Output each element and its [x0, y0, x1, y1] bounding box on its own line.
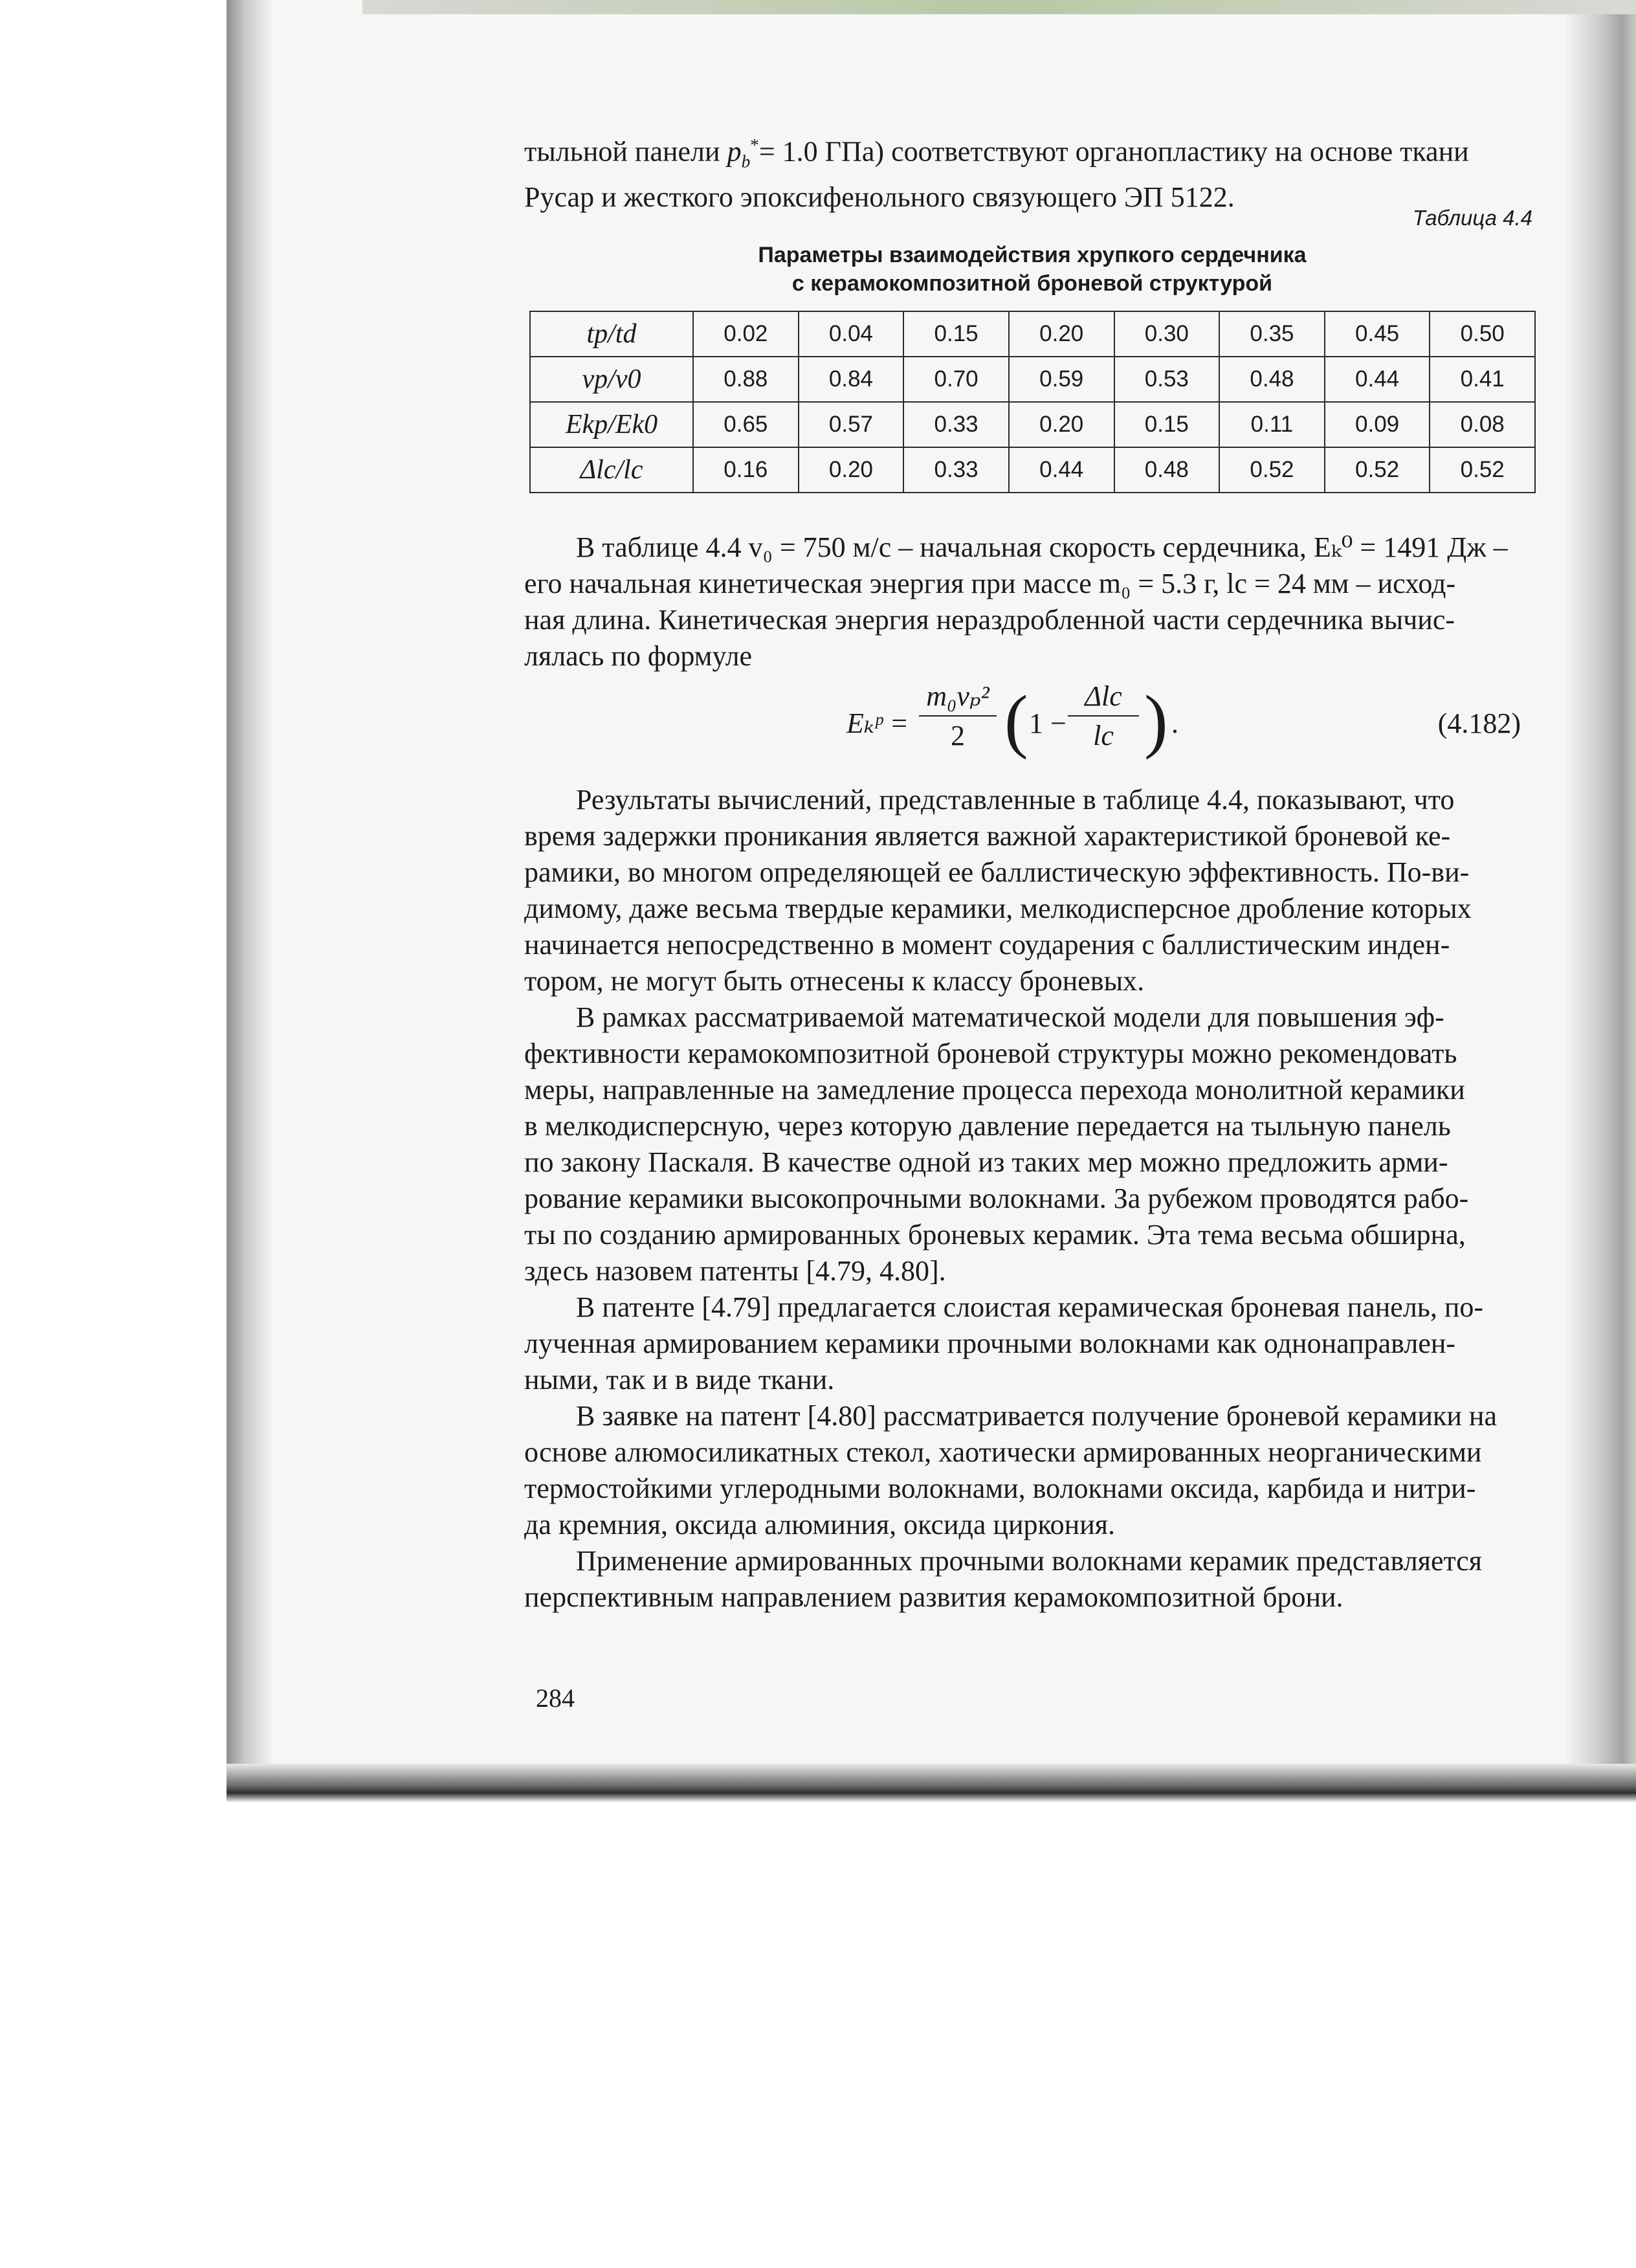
table-cell: 0.52 — [1430, 447, 1535, 493]
formula-one-minus: 1 − — [1029, 707, 1067, 739]
p3-line: В рамках рассматриваемой математической модели для повышения эф- — [576, 1001, 1444, 1033]
intro-paragraph — [524, 127, 1540, 216]
left-parenthesis: ( — [1004, 681, 1028, 760]
table-cell: 0.48 — [1219, 357, 1325, 402]
table-row-header: vp/v0 — [530, 357, 693, 402]
page-left-edge-shadow — [227, 0, 272, 1793]
table-cell: 0.15 — [1114, 402, 1220, 447]
table-cell: 0.04 — [799, 311, 904, 357]
table-row — [530, 447, 1535, 493]
formula-numerator-2: Δlc — [1085, 680, 1122, 712]
table-cell: 0.20 — [1009, 402, 1114, 447]
table-row-header: tp/td — [530, 311, 693, 357]
p2-line: начинается непосредственно в момент соударения с баллистическим инден- — [524, 929, 1450, 961]
table-cell: 0.59 — [1009, 357, 1114, 402]
p1-line-1: В таблице 4.4 v₀ = 750 м/с – начальная скорость сердечника, Eₖ⁰ = 1491 Дж – — [576, 531, 1508, 563]
table-cell: 0.35 — [1219, 311, 1325, 357]
formula-denominator-1: 2 — [951, 720, 965, 751]
p3-line: здесь назовем патенты [4.79, 4.80]. — [524, 1255, 946, 1287]
paragraph-2 — [524, 782, 1540, 999]
p5-line: да кремния, оксида алюминия, оксида циркония. — [524, 1509, 1115, 1540]
table-cell: 0.20 — [1009, 311, 1114, 357]
table-cell: 0.52 — [1325, 447, 1430, 493]
p4-line: лученная армированием керамики прочными волокнами как однонаправлен- — [524, 1328, 1456, 1359]
p6-line: перспективным направлением развития керамокомпозитной брони. — [524, 1581, 1343, 1613]
paragraph-1-cont — [524, 566, 1540, 674]
p1-line-3: ная длина. Кинетическая энергия нераздробленной части сердечника вычис- — [524, 604, 1455, 636]
table-cell: 0.65 — [693, 402, 799, 447]
table-label: Таблица 4.4 — [1412, 206, 1532, 230]
table-row — [530, 402, 1535, 447]
table-cell: 0.70 — [903, 357, 1009, 402]
table-cell: 0.53 — [1114, 357, 1220, 402]
top-edge-strip — [362, 0, 1636, 14]
formula-fraction-2 — [1068, 680, 1139, 752]
table-cell: 0.44 — [1009, 447, 1114, 493]
p1-line-2: его начальная кинетическая энергия при массе m₀ = 5.3 г, lc = 24 мм – исход- — [524, 568, 1456, 599]
table-cell: 0.84 — [799, 357, 904, 402]
formula-4-182 — [835, 680, 1547, 777]
p5-line: В заявке на патент [4.80] рассматривается получение броневой керамики на — [576, 1400, 1497, 1432]
table-cell: 0.16 — [693, 447, 799, 493]
table-title-line-2: с керамокомпозитной броневой структурой — [791, 271, 1273, 296]
table-cell: 0.02 — [693, 311, 799, 357]
table-cell: 0.30 — [1114, 311, 1220, 357]
paragraph-6 — [524, 1543, 1540, 1616]
table-cell: 0.44 — [1325, 357, 1430, 402]
table-cell: 0.57 — [799, 402, 904, 447]
parameters-table — [529, 311, 1536, 493]
table-row-header: Ekp/Ek0 — [530, 402, 693, 447]
p5-line: термостойкими углеродными волокнами, волокнами оксида, карбида и нитри- — [524, 1473, 1476, 1504]
formula-denominator-2: lc — [1093, 720, 1114, 751]
table-cell: 0.41 — [1430, 357, 1535, 402]
p6-line: Применение армированных прочными волокнами керамик представляется — [576, 1545, 1483, 1577]
page-number: 284 — [536, 1684, 575, 1713]
p2-line: Результаты вычислений, представленные в таблице 4.4, показывают, что — [576, 784, 1455, 816]
table-cell: 0.09 — [1325, 402, 1430, 447]
table-cell: 0.50 — [1430, 311, 1535, 357]
table-cell: 0.45 — [1325, 311, 1430, 357]
formula-lhs: Eₖᵖ = — [846, 707, 909, 739]
formula-number: (4.182) — [1437, 707, 1521, 739]
p3-line: ты по созданию армированных броневых керамик. Эта тема весьма обширна, — [524, 1219, 1466, 1251]
p2-line: тором, не могут быть отнесены к классу броневых. — [524, 965, 1145, 997]
table-cell: 0.88 — [693, 357, 799, 402]
table-cell: 0.33 — [903, 447, 1009, 493]
formula-fraction-1 — [919, 680, 997, 752]
paragraph-1 — [524, 529, 1540, 566]
p5-line: основе алюмосиликатных стекол, хаотически армированных неорганическими — [524, 1436, 1482, 1468]
formula-period: . — [1171, 707, 1178, 739]
table-cell: 0.15 — [903, 311, 1009, 357]
page-right-edge-shadow — [1566, 0, 1636, 1793]
p3-line: в мелкодисперсную, через которую давление передается на тыльную панель — [524, 1110, 1451, 1142]
p2-line: димому, даже весьма твердые керамики, мелкодисперсное дробление которых — [524, 893, 1472, 924]
fraction-bar-2 — [1068, 715, 1139, 717]
paragraph-3 — [524, 999, 1540, 1289]
table-row — [530, 357, 1535, 402]
paragraph-4 — [524, 1289, 1540, 1398]
table-cell: 0.11 — [1219, 402, 1325, 447]
p1-line-4: лялась по формуле — [524, 640, 753, 672]
intro-line-1: тыльной панели $p_b^*= 1.0$ ГПа) соответствуют органопластику на основе ткани — [524, 135, 1469, 172]
table-row-header: Δlc/lc — [530, 447, 693, 493]
right-parenthesis: ) — [1144, 681, 1168, 760]
p3-line: по закону Паскаля. В качестве одной из таких мер можно предложить арми- — [524, 1146, 1448, 1178]
paragraph-5 — [524, 1398, 1540, 1543]
intro-line-2: Русар и жесткого эпоксифенольного связующего ЭП 5122. — [524, 181, 1235, 214]
table-cell: 0.33 — [903, 402, 1009, 447]
table-cell: 0.52 — [1219, 447, 1325, 493]
p2-line: время задержки проникания является важной характеристикой броневой ке- — [524, 820, 1451, 852]
table-cell: 0.48 — [1114, 447, 1220, 493]
p4-line: ными, так и в виде ткани. — [524, 1364, 835, 1395]
formula-numerator-1: m₀vₚ² — [926, 680, 989, 712]
p3-line: фективности керамокомпозитной броневой структуры можно рекомендовать — [524, 1038, 1457, 1069]
table-row — [530, 311, 1535, 357]
table-title-line-1: Параметры взаимодействия хрупкого сердечника — [758, 243, 1307, 267]
table-title — [524, 241, 1540, 298]
p4-line: В патенте [4.79] предлагается слоистая керамическая броневая панель, по- — [576, 1291, 1484, 1323]
p3-line: рование керамики высокопрочными волокнами. За рубежом проводятся рабо- — [524, 1183, 1469, 1214]
table-cell: 0.20 — [799, 447, 904, 493]
fraction-bar — [919, 715, 997, 717]
p2-line: рамики, во многом определяющей ее баллистическую эффективность. По-ви- — [524, 856, 1470, 888]
table-cell: 0.08 — [1430, 402, 1535, 447]
p3-line: меры, направленные на замедление процесса перехода монолитной керамики — [524, 1074, 1465, 1106]
page-bottom-edge-shadow — [227, 1764, 1636, 1803]
